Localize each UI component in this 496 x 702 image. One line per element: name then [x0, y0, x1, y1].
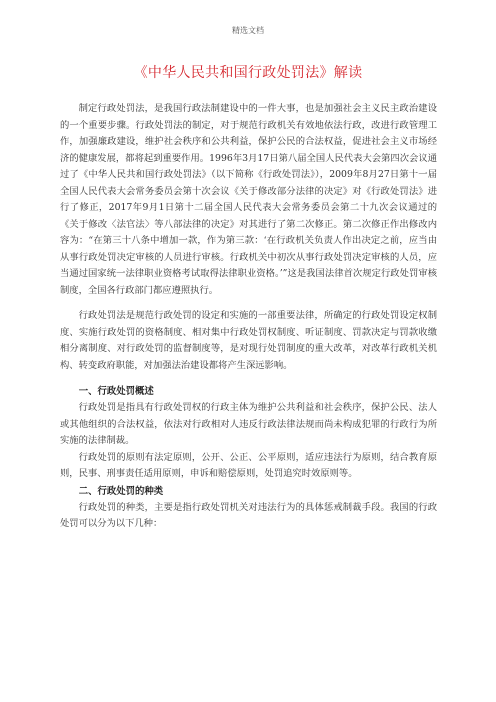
- page-header-label: 精选文档: [232, 26, 264, 35]
- section-1-paragraph-1: 行政处罚是指具有行政处罚权的行政主体为维护公共利益和社会秩序，保护公民、法人或其他组织的合法权益，依法对行政相对人违反行政法律法规而尚未构成犯罪的行政行为所实施的法律制裁。: [60, 402, 437, 446]
- section-1-heading: 一、行政处罚概述: [78, 386, 154, 397]
- intro-paragraph-1: 制定行政处罚法，是我国行政法制建设中的一件大事，也是加强社会主义民主政治建设的一个重要步骤。行政处罚法的制定，对于规范行政机关有效地依法行政，改进行政管理工作，加强廉政建设，维护社会秩序和公共利益，保护公民的合法权益，促进社会主义市场经济的健康发展，都将起到重要作用。1996年3月17日第八届全国人民代表大会第四次会议通过了《中华人民共和国行政处罚法》（以下简称《行政处罚法》），2009年8月27日第十一届全国人民代表大会常务委员会第十次会议《关于修改部分法律的决定》对《行政处罚法》进行了修正，2017年9月1日第十二届全国人民代表大会常务委员会第二十九次会议通过的《关于修改〈法官法〉等八部法律的决定》对其进行了第二次修正。第二次修正作出修改内容为：“在第三十八条中增加一款，作为第三款：‘在行政机关负责人作出决定之前，应当由从事行政处罚决定审核的人员进行审核。行政机关中初次从事行政处罚决定审核的人员，应当通过国家统一法律职业资格考试取得法律职业资格。’”这是我国法律首次规定行政处罚审核制度，全国各行政部门都应遵照执行。: [60, 103, 437, 296]
- document-title: 《中华人民共和国行政处罚法》解读: [133, 65, 363, 81]
- document-body: [60, 101, 437, 533]
- section-2-heading: 二、行政处罚的种类: [78, 485, 164, 497]
- section-1-paragraph-2: 行政处罚的原则有法定原则，公开、公正、公平原则，适应违法行为原则，结合教育原则，民事、刑事责任适用原则，申诉和赔偿原则，处罚追究时效原则等。: [60, 451, 437, 479]
- section-2-paragraph-1: 行政处罚的种类，主要是指行政处罚机关对违法行为的具体惩戒制裁手段。我国的行政处罚可以分为以下几种：: [60, 501, 437, 529]
- intro-paragraph-2: 行政处罚法是规范行政处罚的设定和实施的一部重要法律，所确定的行政处罚设定权制度、实施行政处罚的资格制度、相对集中行政处罚权制度、听证制度、罚款决定与罚款收缴相分离制度、对行政处罚的监督制度等，是对现行处罚制度的重大改革，对改革行政机关机构、转变政府职能，对加强法治建设都将产生深远影响。: [60, 310, 437, 371]
